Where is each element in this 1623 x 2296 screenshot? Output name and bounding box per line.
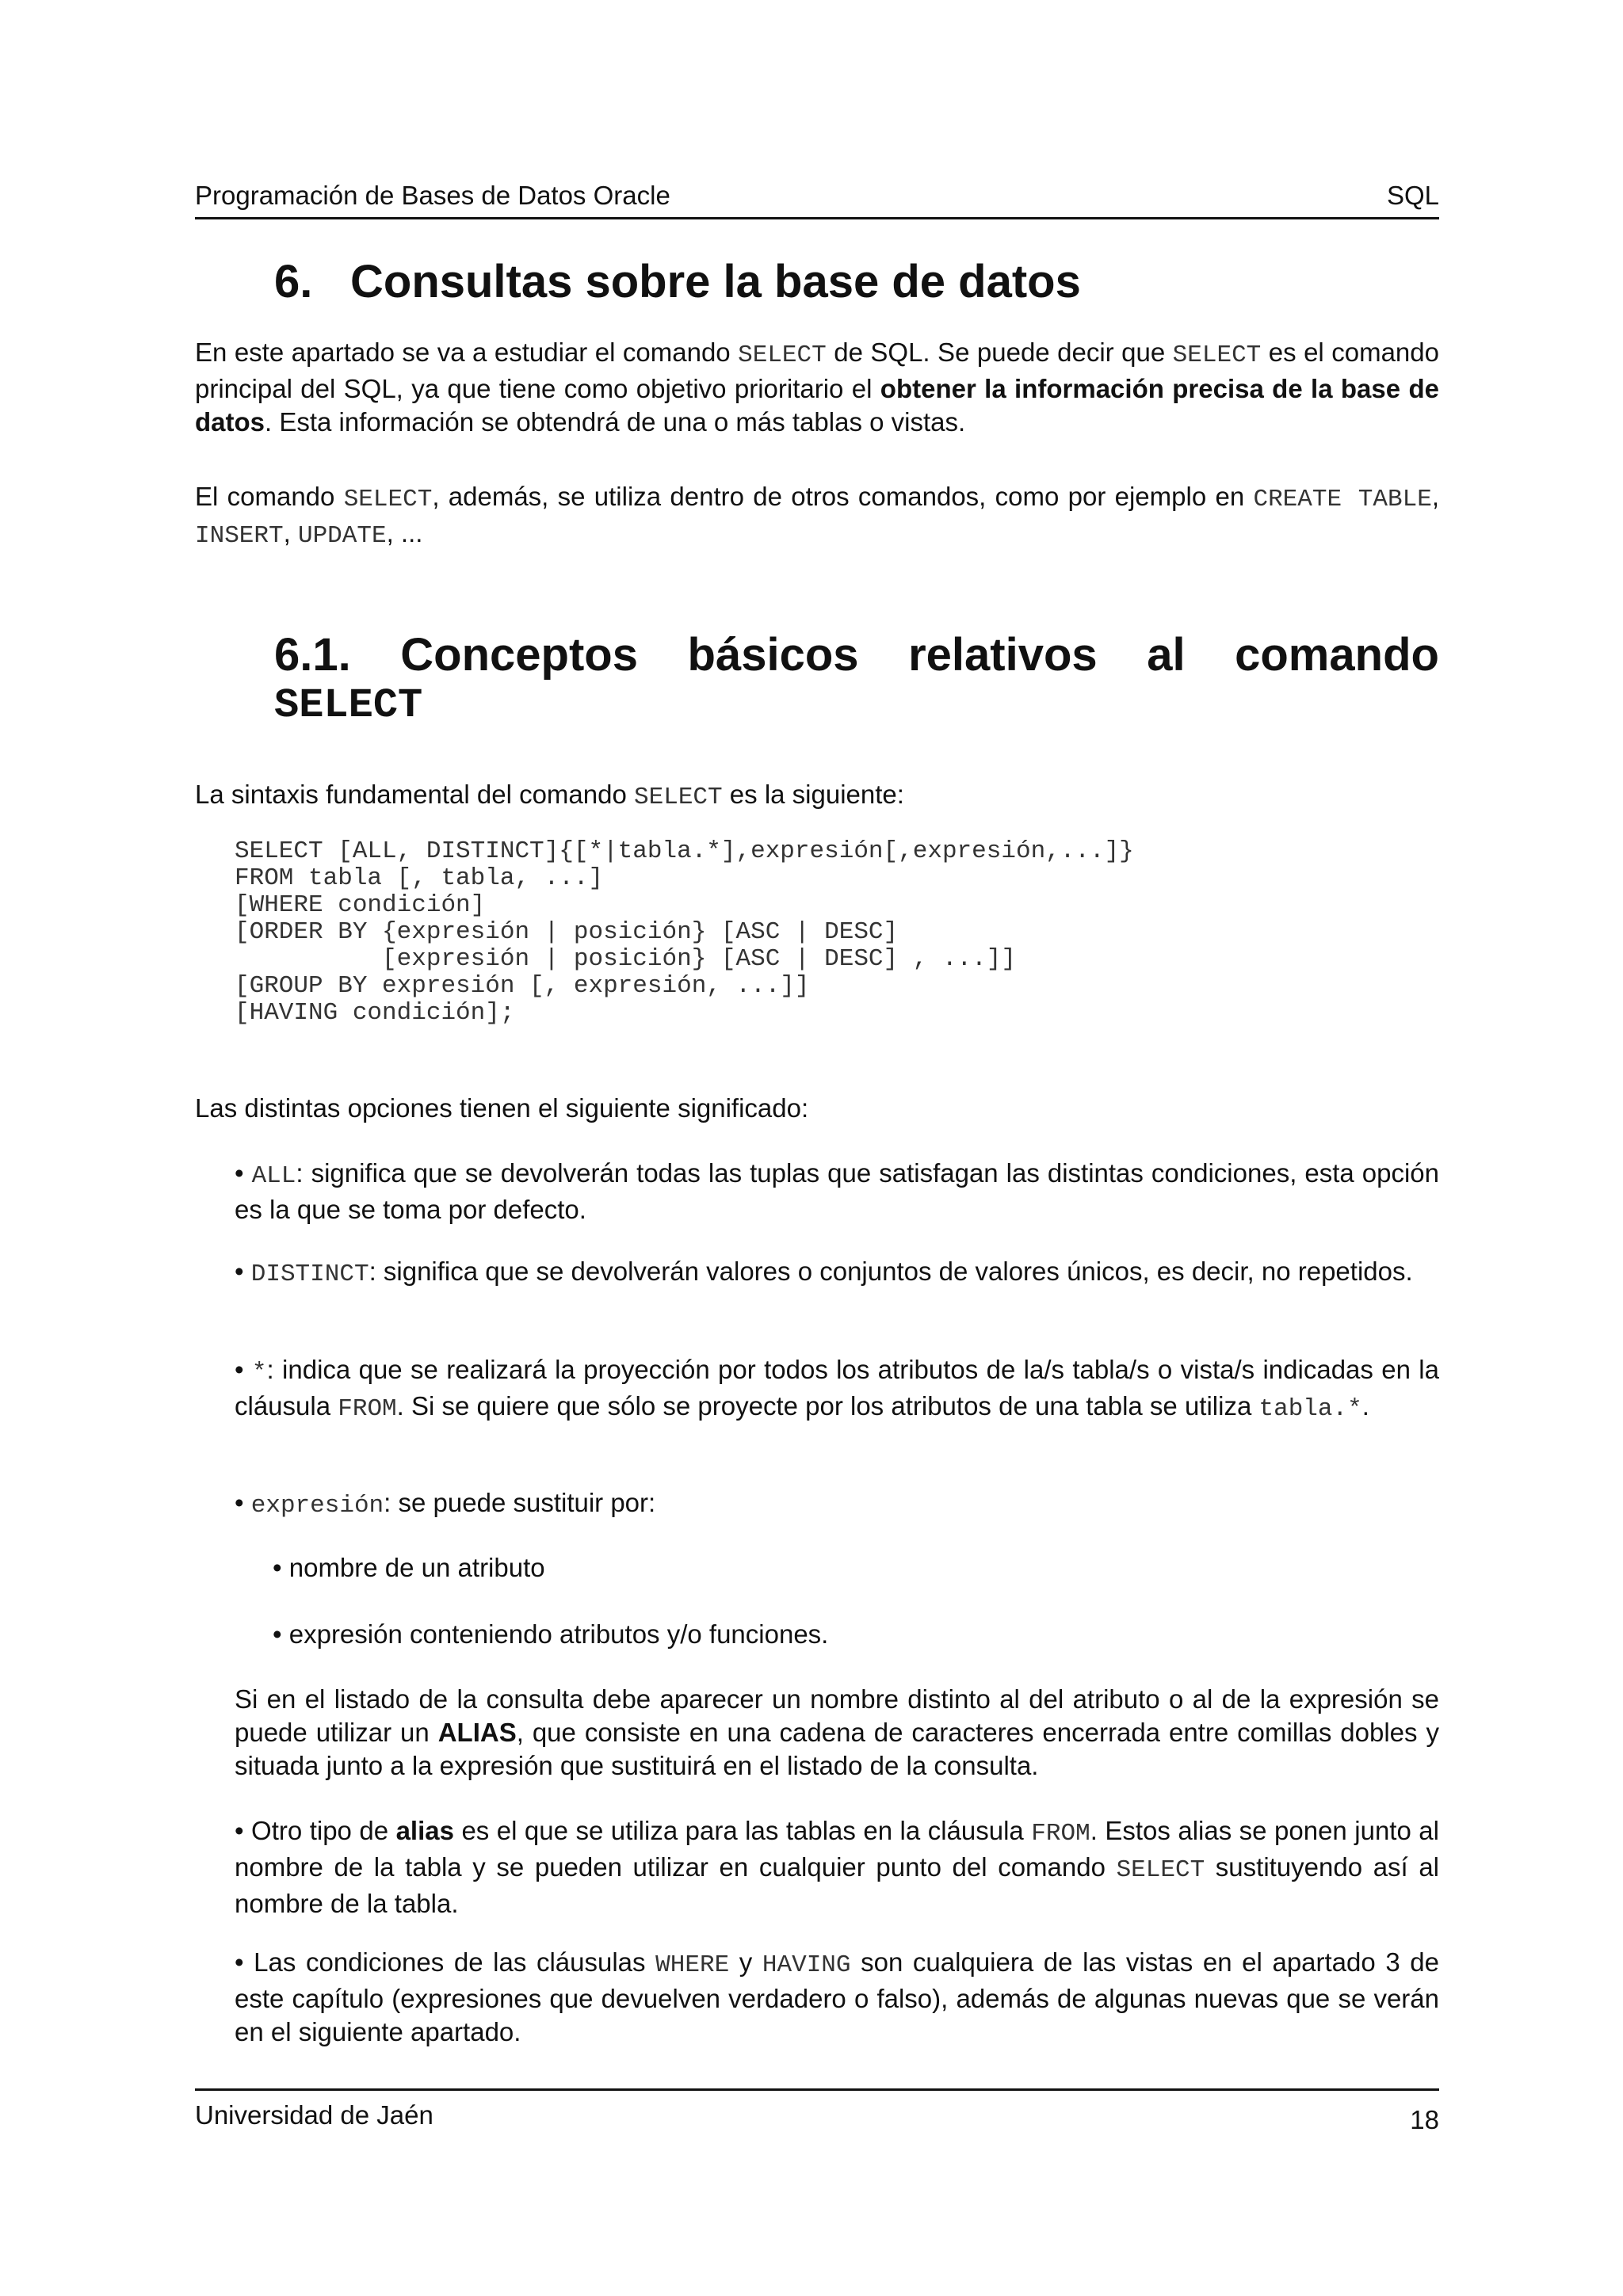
section-word: Conceptos	[400, 629, 638, 681]
code-line: [HAVING condición];	[235, 999, 515, 1027]
text-run: El comando	[195, 482, 344, 511]
text-run: Si en el listado de la consulta debe aparecer un nombre distinto al del atributo o al de la expresión se puede utilizar un	[235, 1684, 1439, 1747]
code-having: HAVING	[762, 1951, 851, 1979]
section-number: 6.1.	[274, 629, 351, 681]
code-line: [WHERE condición]	[235, 891, 486, 919]
sub-bullet-attribute	[273, 1551, 1439, 1585]
code-star: *	[251, 1359, 267, 1386]
bullet-distinct	[235, 1255, 1439, 1291]
code-line: [GROUP BY expresión [, expresión, ...]]	[235, 972, 810, 1000]
text-run: La sintaxis fundamental del comando	[195, 780, 635, 809]
code-select: SELECT	[1116, 1856, 1205, 1884]
bullet-glyph: •	[235, 1488, 244, 1517]
text-run: es el comando principal del SQL, ya que tiene como objetivo prioritario el	[195, 338, 1439, 403]
chapter-heading	[274, 255, 1081, 308]
text-run: , que consiste en una cadena de caracteres encerrada entre comillas dobles y situada junto a la expresión que sustituirá en el listado de la consulta.	[235, 1718, 1439, 1780]
code-all: ALL	[251, 1162, 296, 1190]
code-select: SELECT	[1172, 341, 1262, 369]
text-run: . Estos alias se ponen junto al nombre de la tabla y se pueden utilizar en cualquier punto del comando	[235, 1816, 1439, 1882]
code-from: FROM	[1031, 1820, 1090, 1848]
text-run: : indica que se realizará la proyección por todos los atributos de la/s tabla/s o vista/s indicadas en la cláusula	[235, 1355, 1439, 1421]
header-section: SQL	[1386, 181, 1439, 210]
code-line: [ORDER BY {expresión | posición} [ASC | DESC]	[235, 918, 899, 946]
syntax-code-block	[235, 838, 1134, 1027]
bullet-table-alias	[235, 1814, 1439, 1920]
bold-alias: ALIAS	[437, 1718, 517, 1747]
section-word: básicos	[687, 629, 859, 681]
syntax-intro	[195, 778, 1439, 814]
text-run: : significa que se devolverán valores o conjuntos de valores únicos, es decir, no repetidos.	[369, 1257, 1413, 1286]
bullet-glyph: •	[235, 1947, 244, 1977]
text-run: : significa que se devolverán todas las tuplas que satisfagan las distintas condiciones, esta opción es la que se toma por defecto.	[235, 1158, 1439, 1224]
sub-bullet-expression	[273, 1618, 1439, 1651]
text-run: . Si se quiere que sólo se proyecte por los atributos de una tabla se utiliza	[396, 1391, 1259, 1421]
code-select: SELECT	[343, 486, 433, 513]
bullet-star	[235, 1353, 1439, 1426]
code-create-table: CREATE TABLE	[1253, 486, 1432, 513]
code-insert: INSERT	[195, 522, 284, 550]
section-heading	[274, 631, 1439, 730]
code-tabla-star: tabla.*	[1258, 1395, 1362, 1423]
section-word: comando	[1235, 629, 1439, 681]
code-expresion: expresión	[250, 1492, 384, 1520]
text-run: Las condiciones de las cláusulas	[243, 1947, 656, 1977]
bullet-glyph: •	[235, 1257, 244, 1286]
header-title: Programación de Bases de Datos Oracle	[195, 181, 670, 210]
bullet-expresion	[235, 1486, 1439, 1523]
page-number: 18	[1410, 2105, 1439, 2134]
code-line: FROM tabla [, tabla, ...]	[235, 864, 604, 892]
alias-paragraph	[235, 1683, 1439, 1783]
text-run: de SQL. Se puede decir que	[826, 338, 1173, 367]
section-title-code: SELECT	[274, 682, 423, 729]
text-run: ,	[283, 518, 298, 547]
text-run: nombre de un atributo	[288, 1553, 545, 1582]
chapter-number: 6.	[274, 256, 313, 307]
text-run: sustituyendo así al nombre de la tabla.	[235, 1852, 1440, 1918]
options-intro: Las distintas opciones tienen el siguiente significado:	[195, 1093, 809, 1123]
text-run: : se puede sustituir por:	[384, 1488, 656, 1517]
code-select: SELECT	[634, 784, 723, 811]
bold-alias: alias	[395, 1816, 454, 1845]
text-run: En este apartado se va a estudiar el comando	[195, 338, 739, 367]
code-distinct: DISTINCT	[250, 1261, 369, 1288]
code-where: WHERE	[655, 1951, 730, 1979]
text-run: .	[1361, 1391, 1369, 1421]
page-header	[195, 177, 1439, 219]
code-line: SELECT [ALL, DISTINCT]{[*|tabla.*],expresión[,expresión,...]}	[235, 837, 1134, 865]
text-run: y	[729, 1947, 762, 1977]
text-run: , además, se utiliza dentro de otros comandos, como por ejemplo en	[432, 482, 1254, 511]
text-run: ,	[1431, 482, 1439, 511]
bullet-glyph: •	[235, 1158, 244, 1188]
code-select: SELECT	[738, 341, 827, 369]
text-run: . Esta información se obtendrá de una o más tablas o vistas.	[265, 407, 966, 437]
intro-paragraph-1	[195, 336, 1439, 439]
bullet-glyph: •	[235, 1355, 244, 1384]
section-word: al	[1147, 629, 1186, 681]
bullet-all	[235, 1157, 1439, 1226]
text-run: es el que se utiliza para las tablas en la cláusula	[453, 1816, 1032, 1845]
code-update: UPDATE	[297, 522, 387, 550]
bullet-glyph: •	[235, 1816, 244, 1845]
footer-institution: Universidad de Jaén	[195, 2100, 433, 2130]
bold-text: obtener la información precisa de la base de datos	[195, 374, 1439, 437]
bullet-glyph: •	[273, 1619, 282, 1649]
text-run: Otro tipo de	[243, 1816, 396, 1845]
text-run: expresión conteniendo atributos y/o funciones.	[288, 1619, 829, 1649]
text-run: , ...	[386, 518, 423, 547]
code-line: [expresión | posición} [ASC | DESC] , ...]]	[235, 945, 1016, 973]
text-run: son cualquiera de las vistas en el apartado 3 de este capítulo (expresiones que devuelven verdadero o falso), además de algunas nuevas que se verán en el siguiente apartado.	[235, 1947, 1440, 2046]
page-footer	[195, 2088, 1439, 2134]
section-word: relativos	[908, 629, 1098, 681]
code-from: FROM	[338, 1395, 397, 1423]
bullet-conditions	[235, 1946, 1439, 2049]
chapter-title: Consultas sobre la base de datos	[350, 256, 1081, 307]
text-run: es la siguiente:	[722, 780, 904, 809]
intro-paragraph-2	[195, 480, 1439, 553]
bullet-glyph: •	[273, 1553, 282, 1582]
